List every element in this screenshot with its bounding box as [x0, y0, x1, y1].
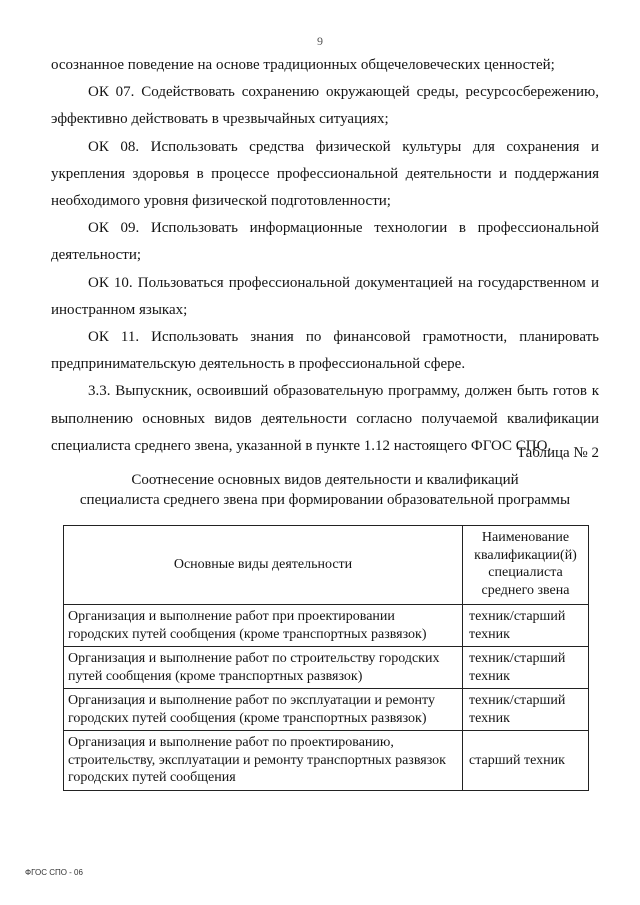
activity-cell: Организация и выполнение работ по проектированию, строительству, эксплуатации и ремонту транспортных развязок городских путей сообщения — [64, 731, 463, 791]
paragraph-ok11: ОК 11. Использовать знания по финансовой грамотности, планировать предпринимательскую деятельность в профессиональной сфере. — [51, 329, 599, 373]
table-row — [64, 647, 589, 689]
table-number: Таблица № 2 — [516, 445, 599, 461]
activity-cell: Организация и выполнение работ по эксплуатации и ремонту городских путей сообщения (кроме транспортных развязок) — [64, 689, 463, 731]
activity-cell: Организация и выполнение работ при проектировании городских путей сообщения (кроме транспортных развязок) — [64, 605, 463, 647]
qualification-cell: техник/старший техник — [463, 605, 589, 647]
paragraph-ok08: ОК 08. Использовать средства физической культуры для сохранения и укрепления здоровья в процессе профессиональной деятельности и поддержания необходимого уровня физической подготовленности; — [51, 138, 599, 210]
header-qualification: Наименование квалификации(й) специалиста среднего звена — [463, 526, 589, 605]
table-caption — [51, 470, 599, 510]
table-row — [64, 689, 589, 731]
paragraph-ok10: ОК 10. Пользоваться профессиональной документацией на государственном и иностранном языках; — [51, 274, 599, 318]
paragraph-ok07: ОК 07. Содействовать сохранению окружающей среды, ресурсосбережению, эффективно действовать в чрезвычайных ситуациях; — [51, 84, 599, 128]
page-number: 9 — [317, 34, 323, 48]
table-header-row — [64, 526, 589, 605]
qualification-cell: техник/старший техник — [463, 647, 589, 689]
body-text — [51, 52, 599, 460]
table-caption-line: Соотнесение основных видов деятельности и квалификаций — [131, 472, 519, 488]
qualification-cell: техник/старший техник — [463, 689, 589, 731]
table-row — [64, 605, 589, 647]
qualification-cell: старший техник — [463, 731, 589, 791]
activity-qualification-table — [63, 525, 589, 791]
paragraph-3-3: 3.3. Выпускник, освоивший образовательную программу, должен быть готов к выполнению основных видов деятельности согласно получаемой квалификации специалиста среднего звена, указанной в пункте 1.12 настоящего ФГОС СПО. — [51, 383, 599, 454]
table-caption-line: специалиста среднего звена при формировании образовательной программы — [79, 492, 571, 508]
footer-label: ФГОС СПО - 06 — [25, 868, 83, 877]
paragraph-ok09: ОК 09. Использовать информационные технологии в профессиональной деятельности; — [51, 220, 599, 264]
table-row — [64, 731, 589, 791]
header-activity: Основные виды деятельности — [64, 526, 463, 605]
activity-cell: Организация и выполнение работ по строительству городских путей сообщения (кроме транспортных развязок) — [64, 647, 463, 689]
paragraph: осознанное поведение на основе традиционных общечеловеческих ценностей; — [51, 57, 555, 73]
